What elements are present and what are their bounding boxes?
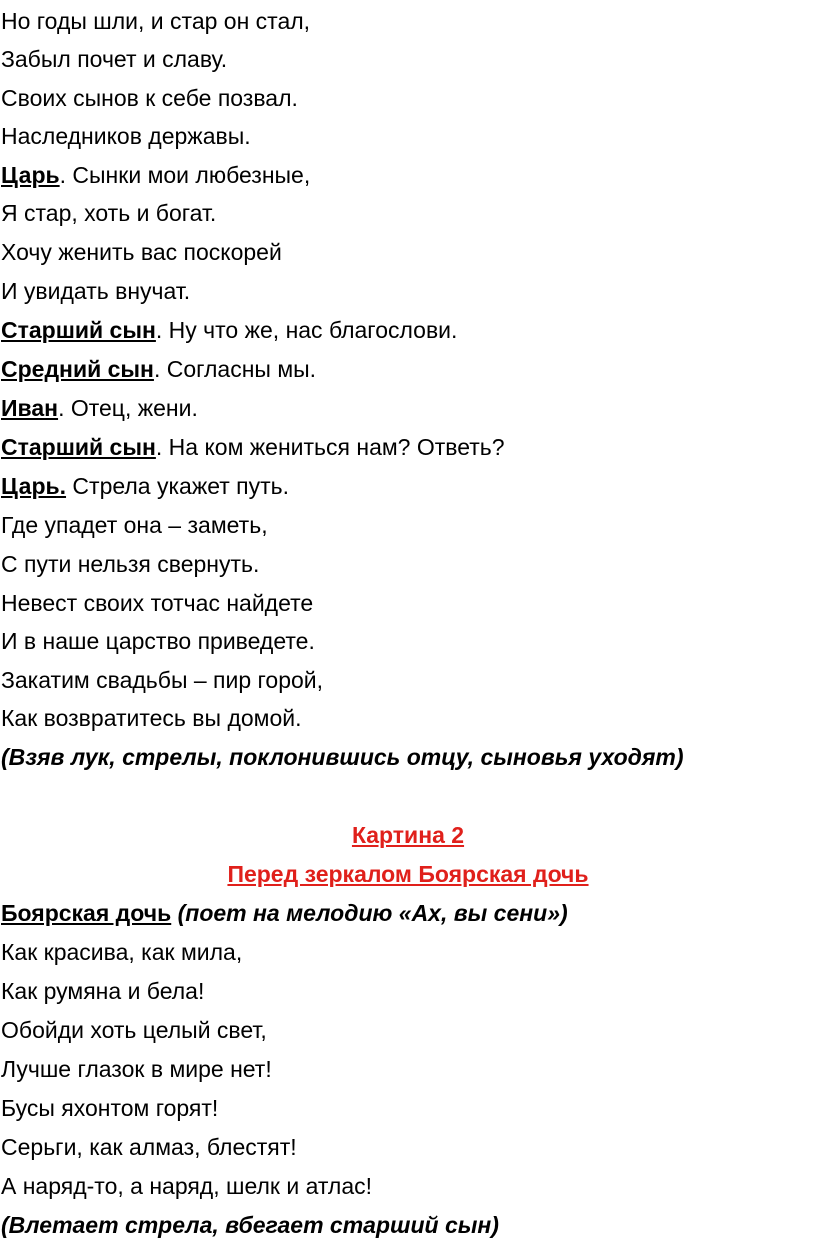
dialogue-text: . Ну что же, нас благослови. xyxy=(155,317,458,343)
scene-title: Картина 2 xyxy=(351,822,465,848)
dialogue-line-elder-son xyxy=(1,432,505,462)
dialogue-text: Стрела укажет путь. xyxy=(66,473,290,499)
speaker-name: Старший сын xyxy=(1,434,156,460)
verse-line: Своих сынов к себе позвал. xyxy=(1,85,298,111)
song-line: Обойди хоть целый свет, xyxy=(1,1017,267,1043)
stage-direction: (Влетает стрела, вбегает старший сын) xyxy=(1,1212,499,1238)
verse-line: Но годы шли, и стар он стал, xyxy=(1,8,311,34)
dialogue-text: . На ком жениться нам? Ответь? xyxy=(155,434,505,460)
speaker-name: Иван xyxy=(1,395,59,421)
song-line: А наряд-то, а наряд, шелк и атлас! xyxy=(1,1173,373,1199)
dialogue-text: . Согласны мы. xyxy=(153,356,317,382)
verse-line: И увидать внучат. xyxy=(1,278,191,304)
verse-line: Я стар, хоть и богат. xyxy=(1,200,217,226)
song-intro xyxy=(1,898,568,928)
verse-line: С пути нельзя свернуть. xyxy=(1,551,260,577)
stage-direction: (Взяв лук, стрелы, поклонившись отцу, сыновья уходят) xyxy=(1,744,684,770)
speaker-name: Царь xyxy=(1,162,60,188)
verse-line: Наследников державы. xyxy=(1,123,251,149)
song-line: Как красива, как мила, xyxy=(1,939,243,965)
song-line: Серьги, как алмаз, блестят! xyxy=(1,1134,297,1160)
song-line: Бусы яхонтом горят! xyxy=(1,1095,219,1121)
speaker-name: Боярская дочь xyxy=(1,900,172,926)
song-line: Лучше глазок в мире нет! xyxy=(1,1056,272,1082)
dialogue-text: . Сынки мои любезные, xyxy=(59,162,311,188)
dialogue-line-tsar xyxy=(1,471,289,501)
verse-line: И в наше царство приведете. xyxy=(1,628,315,654)
performance-direction: (поет на мелодию «Ах, вы сени») xyxy=(171,900,568,926)
dialogue-line-ivan xyxy=(1,393,198,423)
song-line: Как румяна и бела! xyxy=(1,978,205,1004)
verse-line: Хочу женить вас поскорей xyxy=(1,239,282,265)
verse-line: Забыл почет и славу. xyxy=(1,46,228,72)
verse-line: Как возвратитесь вы домой. xyxy=(1,705,302,731)
dialogue-line-tsar xyxy=(1,160,310,190)
dialogue-line-middle-son xyxy=(1,354,316,384)
verse-line: Невест своих тотчас найдете xyxy=(1,590,314,616)
speaker-name: Царь. xyxy=(1,473,67,499)
verse-line: Где упадет она – заметь, xyxy=(1,512,268,538)
verse-line: Закатим свадьбы – пир горой, xyxy=(1,667,324,693)
speaker-name: Старший сын xyxy=(1,317,156,343)
dialogue-line-elder-son xyxy=(1,315,457,345)
dialogue-text: . Отец, жени. xyxy=(58,395,198,421)
speaker-name: Средний сын xyxy=(1,356,154,382)
scene-subtitle: Перед зеркалом Боярская дочь xyxy=(227,861,589,887)
